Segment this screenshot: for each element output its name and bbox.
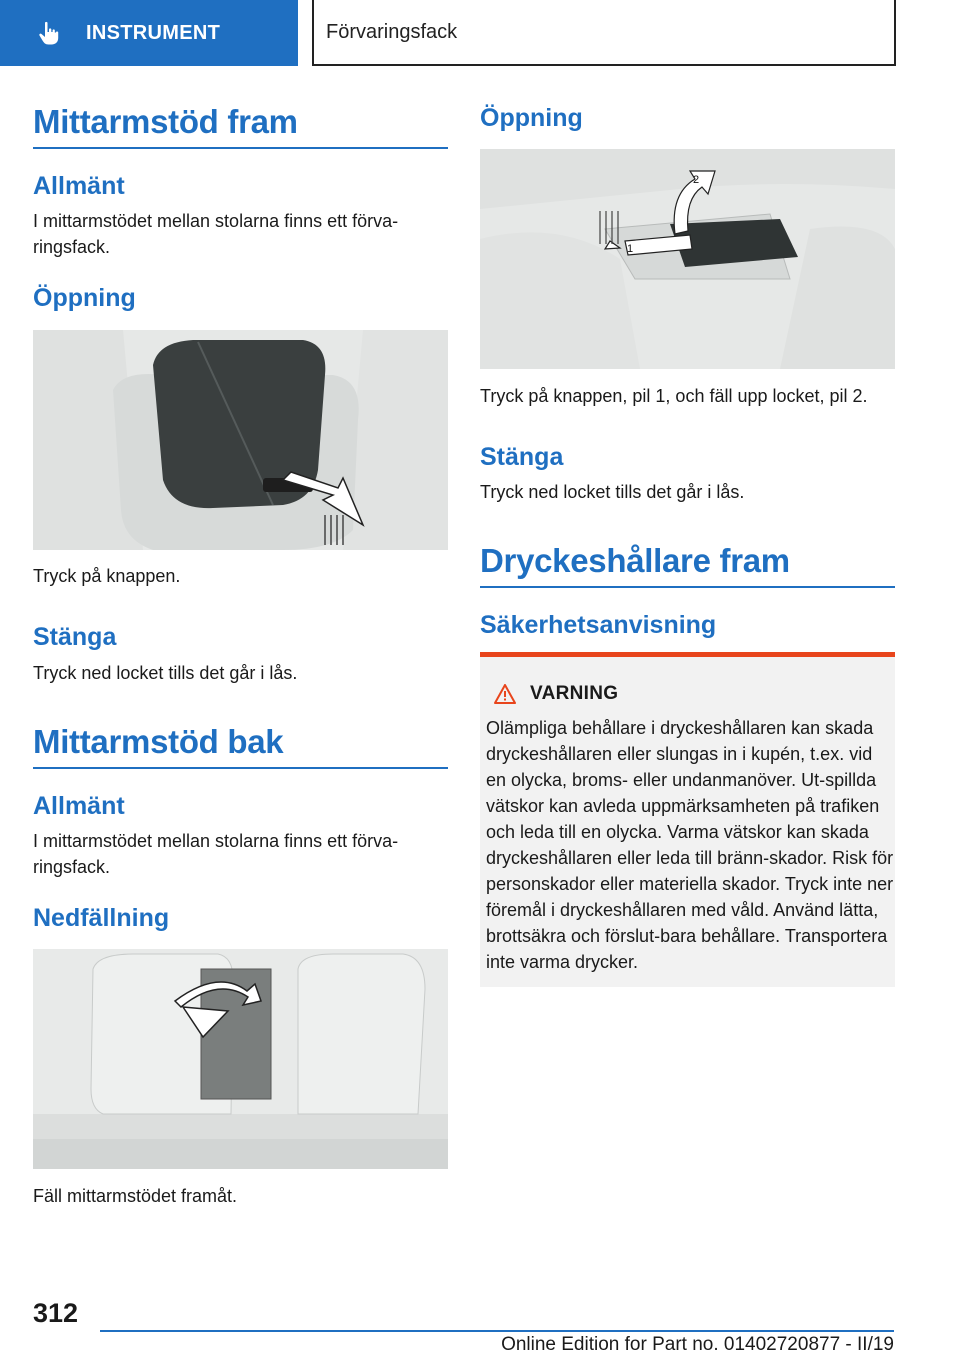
warning-triangle-icon bbox=[494, 684, 516, 704]
warning-title: VARNING bbox=[530, 683, 619, 704]
warning-text: Olämpliga behållare i dryckeshållaren kan skada dryckeshållaren eller slungas in i kupén, t.ex. vid en olycka, broms- eller undanmanöver. Ut-spillda vätskor kan avleda uppmärksamheten på trafiken och leda till en olycka. Varma vätskor kan skada dryckeshållaren eller leda till bränn-skador. Risk för personskador eller materiella skador. Tryck inte ner föremål i dryckeshållaren med våld. Använd lätta, brottsäkra och förslut-bara behållare. Transportera inte varma drycker. bbox=[486, 718, 894, 972]
subheading-general-front: Allmänt bbox=[33, 172, 125, 200]
subheading-fold: Nedfällning bbox=[33, 904, 170, 932]
figure-rear-armrest-open bbox=[480, 149, 895, 369]
caption-fold: Fäll mittarmstödet framåt. bbox=[33, 1186, 238, 1206]
page-number: 312 bbox=[33, 1298, 79, 1328]
section-tab-label: Förvaringsfack bbox=[326, 20, 458, 43]
chapter-tab[interactable] bbox=[0, 0, 298, 66]
edition-link[interactable]: Online Edition for Part no. 01402720877 - II/19 bbox=[501, 1334, 894, 1355]
warning-header bbox=[494, 683, 618, 705]
heading-armrest-front: Mittarmstöd fram bbox=[33, 103, 448, 149]
page-header bbox=[0, 0, 960, 68]
arrow-label-2: 2 bbox=[693, 174, 700, 186]
chapter-tab-label: INSTRUMENT bbox=[86, 21, 221, 44]
hand-pointer-icon bbox=[36, 20, 62, 46]
subheading-open-front: Öppning bbox=[33, 284, 136, 312]
caption-open-rear: Tryck på knappen, pil 1, och fäll upp locket, pil 2. bbox=[480, 386, 868, 406]
subheading-close-front: Stänga bbox=[33, 623, 117, 651]
subheading-open-rear: Öppning bbox=[480, 104, 583, 132]
subheading-safety: Säkerhetsanvisning bbox=[480, 611, 717, 639]
paragraph-close-rear: Tryck ned locket tills det går i lås. bbox=[480, 482, 745, 502]
warning-box bbox=[480, 652, 895, 987]
subheading-close-rear: Stänga bbox=[480, 443, 564, 471]
subheading-general-rear: Allmänt bbox=[33, 792, 125, 820]
figure-rear-seat-fold bbox=[33, 949, 448, 1169]
heading-armrest-rear: Mittarmstöd bak bbox=[33, 723, 448, 769]
caption-open-front: Tryck på knappen. bbox=[33, 566, 181, 586]
paragraph-close-front: Tryck ned locket tills det går i lås. bbox=[33, 663, 298, 683]
heading-cupholder-front: Dryckeshållare fram bbox=[480, 542, 895, 588]
figure-front-armrest bbox=[33, 330, 448, 550]
paragraph-general-front: I mittarmstödet mellan stolarna finns ett förva-ringsfack. bbox=[33, 211, 399, 257]
arrow-label-1: 1 bbox=[627, 243, 634, 255]
footer-divider bbox=[100, 1330, 894, 1332]
section-tab[interactable] bbox=[312, 0, 896, 66]
paragraph-general-rear: I mittarmstödet mellan stolarna finns ett förva-ringsfack. bbox=[33, 831, 399, 877]
